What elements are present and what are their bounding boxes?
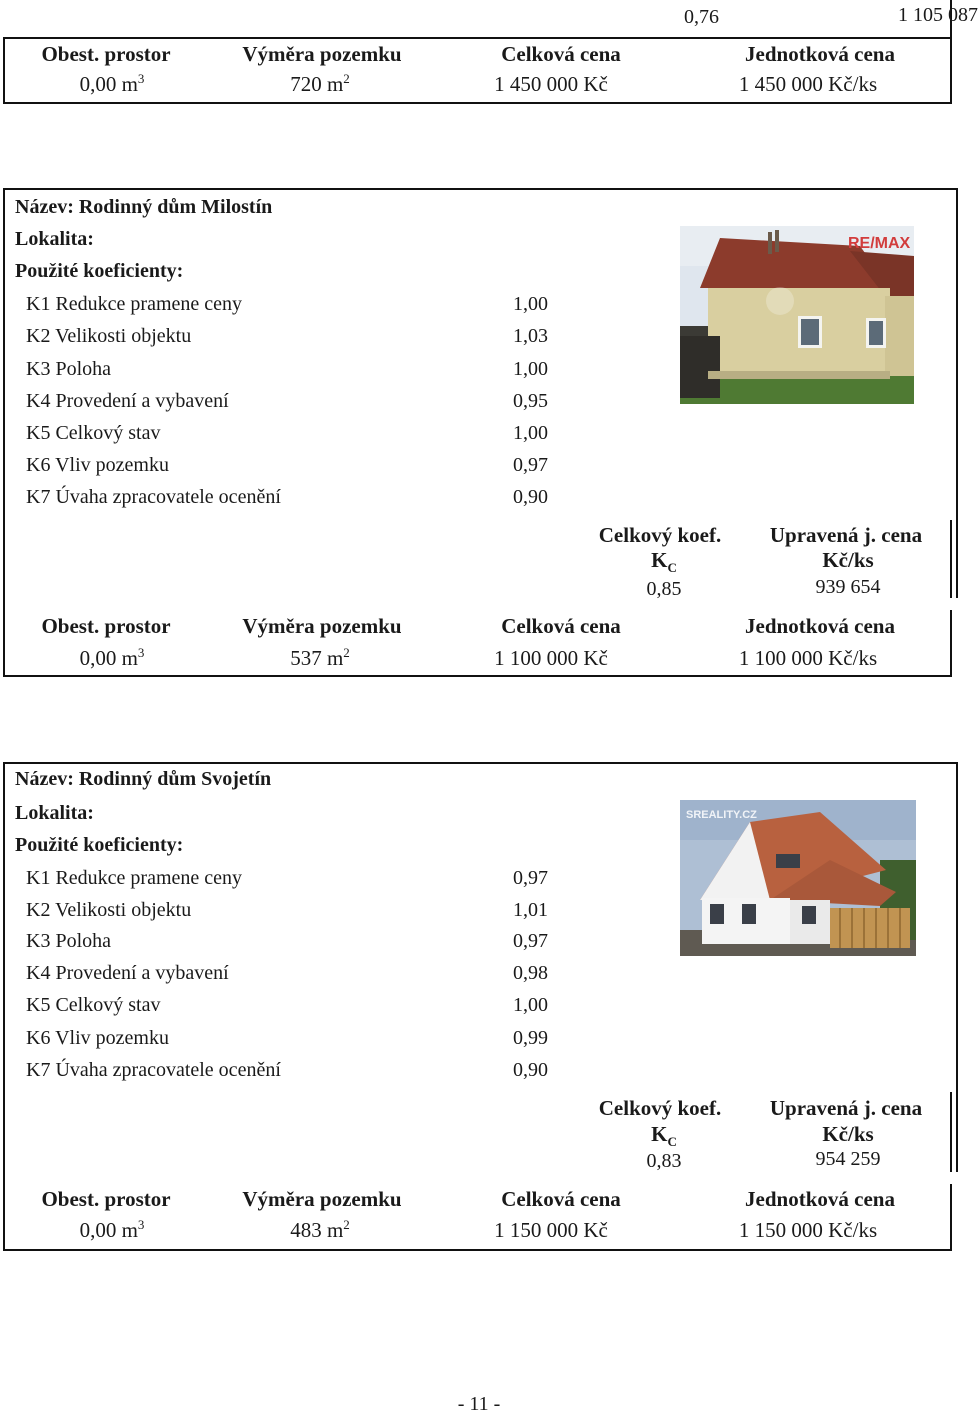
- upravena-label: Upravená j. cena: [769, 523, 923, 547]
- hdr-obest: Obest. prostor: [41, 614, 171, 638]
- coef-value: 0,90: [513, 486, 548, 508]
- celkovy-koef-value: 0,85: [646, 578, 682, 600]
- kc-label: $K_C$: [651, 1122, 677, 1150]
- hdr-vymera: Výměra pozemku: [242, 614, 402, 638]
- upravena-label: Upravená j. cena: [769, 1096, 923, 1120]
- coef-value: 0,97: [513, 930, 548, 952]
- val-vymera: 720 $m^2$: [290, 71, 350, 96]
- coef-value: 0,95: [513, 390, 548, 412]
- house-photo: [680, 226, 914, 404]
- coef-value: 0,99: [513, 1027, 548, 1049]
- coef-row: K4 Provedení a vybavení: [26, 390, 229, 412]
- coef-value: 0,98: [513, 962, 548, 984]
- coef-row: K6 Vliv pozemku: [26, 1027, 169, 1049]
- coef-value: 1,01: [513, 899, 548, 921]
- val-jednotkova: 1 450 000 Kč/ks: [738, 72, 878, 96]
- celkovy-koef-value: 0,83: [646, 1150, 682, 1172]
- val-celkova: 1 100 000 Kč: [494, 646, 608, 670]
- coef-row: K2 Velikosti objektu: [26, 325, 192, 347]
- page-number: - 11 -: [457, 1393, 501, 1415]
- coef-row: K4 Provedení a vybavení: [26, 962, 229, 984]
- hdr-vymera: Výměra pozemku: [242, 1187, 402, 1211]
- coef-value: 0,97: [513, 867, 548, 889]
- house-photo: [680, 800, 916, 956]
- val-vymera: 483 $m^2$: [290, 1217, 350, 1242]
- coef-row: K3 Poloha: [26, 930, 112, 952]
- hdr-celkova: Celková cena: [501, 1187, 621, 1211]
- hdr-vymera: Výměra pozemku: [242, 42, 402, 66]
- coef-row: K3 Poloha: [26, 358, 112, 380]
- upravena-value: 954 259: [815, 1148, 881, 1170]
- coef-value: 1,00: [513, 422, 548, 444]
- kc-label: $K_C$: [651, 548, 677, 576]
- lokalita-label: Lokalita:: [15, 228, 94, 250]
- coef-row: K6 Vliv pozemku: [26, 454, 169, 476]
- coef-row: K7 Úvaha zpracovatele ocenění: [26, 1059, 281, 1081]
- nazev: Název: Rodinný dům Svojetín: [15, 768, 272, 790]
- hdr-obest: Obest. prostor: [41, 1187, 171, 1211]
- val-jednotkova: 1 150 000 Kč/ks: [738, 1218, 878, 1242]
- coef-value: 1,00: [513, 358, 548, 380]
- hdr-celkova: Celková cena: [501, 614, 621, 638]
- upravena-unit: Kč/ks: [822, 1122, 874, 1146]
- koef-heading: Použité koeficienty:: [15, 834, 184, 856]
- top-upravena-value: 1 105 087: [898, 4, 978, 26]
- photo-watermark: RE/MAX: [848, 235, 911, 252]
- coef-value: 1,03: [513, 325, 548, 347]
- coef-row: K1 Redukce pramene ceny: [26, 867, 243, 889]
- val-celkova: 1 150 000 Kč: [494, 1218, 608, 1242]
- hdr-jednotkova: Jednotková cena: [745, 614, 895, 638]
- val-obest: 0,00 $m^3$: [79, 645, 145, 670]
- nazev: Název: Rodinný dům Milostín: [15, 196, 273, 218]
- upravena-value: 939 654: [815, 576, 881, 598]
- hdr-obest: Obest. prostor: [41, 42, 171, 66]
- coef-value: 0,97: [513, 454, 548, 476]
- hdr-jednotkova: Jednotková cena: [745, 42, 895, 66]
- hdr-jednotkova: Jednotková cena: [745, 1187, 895, 1211]
- coef-row: K1 Redukce pramene ceny: [26, 293, 243, 315]
- coef-value: 0,90: [513, 1059, 548, 1081]
- coef-value: 1,00: [513, 293, 548, 315]
- upravena-unit: Kč/ks: [822, 548, 874, 572]
- top-koef-value: 0,76: [684, 6, 719, 28]
- val-obest: 0,00 $m^3$: [79, 1217, 145, 1242]
- val-obest: 0,00 $m^3$: [79, 71, 145, 96]
- coef-row: K5 Celkový stav: [26, 422, 161, 444]
- coef-row: K5 Celkový stav: [26, 994, 161, 1016]
- lokalita-label: Lokalita:: [15, 802, 94, 824]
- koef-heading: Použité koeficienty:: [15, 260, 184, 282]
- val-celkova: 1 450 000 Kč: [494, 72, 608, 96]
- photo-watermark: SREALITY.CZ: [686, 809, 757, 821]
- coef-row: K7 Úvaha zpracovatele ocenění: [26, 486, 281, 508]
- hdr-celkova: Celková cena: [501, 42, 621, 66]
- celkovy-koef-label: Celkový koef.: [598, 1096, 722, 1120]
- val-vymera: 537 $m^2$: [290, 645, 350, 670]
- coef-row: K2 Velikosti objektu: [26, 899, 192, 921]
- val-jednotkova: 1 100 000 Kč/ks: [738, 646, 878, 670]
- coef-value: 1,00: [513, 994, 548, 1016]
- celkovy-koef-label: Celkový koef.: [598, 523, 722, 547]
